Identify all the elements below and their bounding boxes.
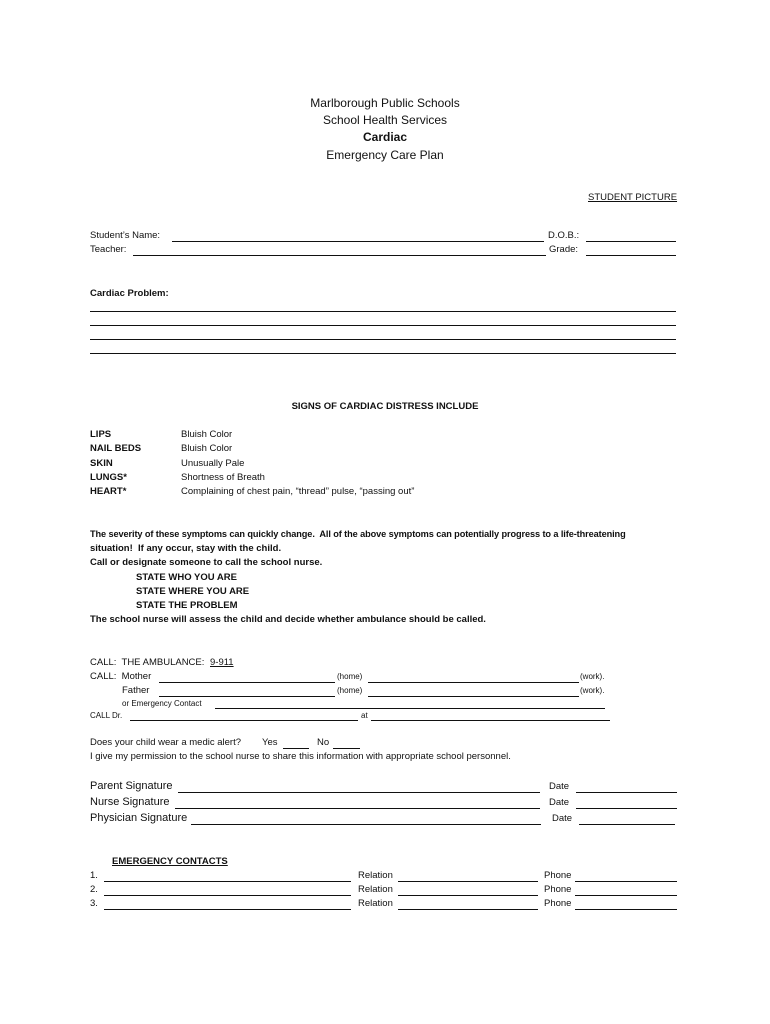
mother-work-field[interactable]: [368, 682, 579, 683]
sign-desc: Bluish Color: [181, 429, 233, 440]
father-label: Father: [122, 685, 150, 696]
contact-number: 1.: [90, 870, 98, 881]
warning-step: STATE THE PROBLEM: [136, 600, 238, 611]
phone-label: Phone: [544, 870, 572, 881]
warning-line: The school nurse will assess the child and decide whether ambulance should be called.: [90, 614, 486, 625]
father-home-field[interactable]: [159, 696, 335, 697]
doctor-phone-field[interactable]: [371, 720, 610, 721]
student-name-label: Student’s Name:: [90, 230, 161, 241]
form-title: Cardiac: [362, 130, 408, 144]
contact-phone-field[interactable]: [575, 895, 677, 896]
parent-signature-field[interactable]: [178, 792, 540, 793]
contact-phone-field[interactable]: [575, 909, 677, 910]
phone-label: Phone: [544, 898, 572, 909]
mother-label: CALL: Mother: [90, 671, 152, 682]
phone-label: Phone: [544, 884, 572, 895]
dept-name: School Health Services: [322, 113, 448, 127]
ambulance-label: CALL: THE AMBULANCE:: [90, 657, 205, 668]
warning-line: situation! If any occur, stay with the child.: [90, 543, 282, 554]
yes-field[interactable]: [283, 748, 309, 749]
cardiac-problem-line-3[interactable]: [90, 339, 676, 340]
home-label: (home): [337, 686, 363, 695]
contact-phone-field[interactable]: [575, 881, 677, 882]
org-name: Marlborough Public Schools: [310, 96, 460, 110]
permission-statement: I give my permission to the school nurse to share this information with appropriate school personnel.: [90, 751, 511, 762]
teacher-label: Teacher:: [90, 244, 127, 255]
emergency-contact-field[interactable]: [215, 708, 605, 709]
parent-signature-label: Parent Signature: [90, 780, 173, 792]
contact-name-field[interactable]: [104, 881, 351, 882]
sign-desc: Shortness of Breath: [181, 472, 265, 483]
ambulance-number: 9-911: [210, 657, 234, 668]
contact-relation-field[interactable]: [398, 909, 538, 910]
contact-number: 3.: [90, 898, 98, 909]
relation-label: Relation: [358, 884, 393, 895]
contact-relation-field[interactable]: [398, 895, 538, 896]
parent-date-field[interactable]: [576, 792, 677, 793]
form-subtitle: Emergency Care Plan: [326, 148, 444, 162]
warning-line: The severity of these symptoms can quickly change. All of the above symptoms can potentially progress to a life-threatening: [90, 529, 626, 539]
relation-label: Relation: [358, 898, 393, 909]
contact-name-field[interactable]: [104, 909, 351, 910]
warning-step: STATE WHO YOU ARE: [136, 572, 237, 583]
student-picture-label: STUDENT PICTURE: [588, 192, 678, 203]
physician-date-field[interactable]: [579, 824, 675, 825]
cardiac-problem-line-2[interactable]: [90, 325, 676, 326]
dob-field[interactable]: [586, 241, 676, 242]
at-label: at: [361, 711, 368, 720]
teacher-field[interactable]: [133, 255, 546, 256]
work-label: (work).: [580, 672, 605, 681]
contact-name-field[interactable]: [104, 895, 351, 896]
sign-term: HEART*: [90, 486, 127, 497]
date-label: Date: [549, 797, 570, 808]
cardiac-problem-line-4[interactable]: [90, 353, 676, 354]
emergency-contact-label: or Emergency Contact: [122, 699, 202, 708]
sign-desc: Complaining of chest pain, “thread” pulse, “passing out”: [181, 486, 415, 497]
sign-desc: Unusually Pale: [181, 458, 245, 469]
nurse-signature-label: Nurse Signature: [90, 796, 170, 808]
medic-alert-question: Does your child wear a medic alert?: [90, 737, 242, 748]
sign-term: LIPS: [90, 429, 112, 440]
date-label: Date: [549, 781, 570, 792]
emergency-contacts-heading: EMERGENCY CONTACTS: [112, 856, 228, 867]
physician-signature-field[interactable]: [191, 824, 541, 825]
contact-relation-field[interactable]: [398, 881, 538, 882]
sign-desc: Bluish Color: [181, 443, 233, 454]
sign-term: SKIN: [90, 458, 113, 469]
contact-number: 2.: [90, 884, 98, 895]
sign-term: LUNGS*: [90, 472, 127, 483]
grade-field[interactable]: [586, 255, 676, 256]
grade-label: Grade:: [549, 244, 579, 255]
dob-label: D.O.B.:: [548, 230, 580, 241]
nurse-date-field[interactable]: [576, 808, 677, 809]
doctor-name-field[interactable]: [130, 720, 358, 721]
home-label: (home): [337, 672, 363, 681]
mother-home-field[interactable]: [159, 682, 335, 683]
sign-term: NAIL BEDS: [90, 443, 142, 454]
physician-signature-label: Physician Signature: [90, 812, 188, 824]
warning-line: Call or designate someone to call the school nurse.: [90, 557, 323, 568]
no-label: No: [317, 737, 330, 748]
student-name-field[interactable]: [172, 241, 544, 242]
warning-step: STATE WHERE YOU ARE: [136, 586, 250, 597]
work-label: (work).: [580, 686, 605, 695]
nurse-signature-field[interactable]: [175, 808, 540, 809]
signs-heading: SIGNS OF CARDIAC DISTRESS INCLUDE: [291, 401, 479, 412]
father-work-field[interactable]: [368, 696, 579, 697]
no-field[interactable]: [333, 748, 360, 749]
cardiac-problem-line-1[interactable]: [90, 311, 676, 312]
yes-label: Yes: [262, 737, 278, 748]
date-label: Date: [552, 813, 573, 824]
cardiac-problem-label: Cardiac Problem:: [90, 288, 169, 299]
relation-label: Relation: [358, 870, 393, 881]
dr-label: CALL Dr.: [90, 711, 123, 720]
